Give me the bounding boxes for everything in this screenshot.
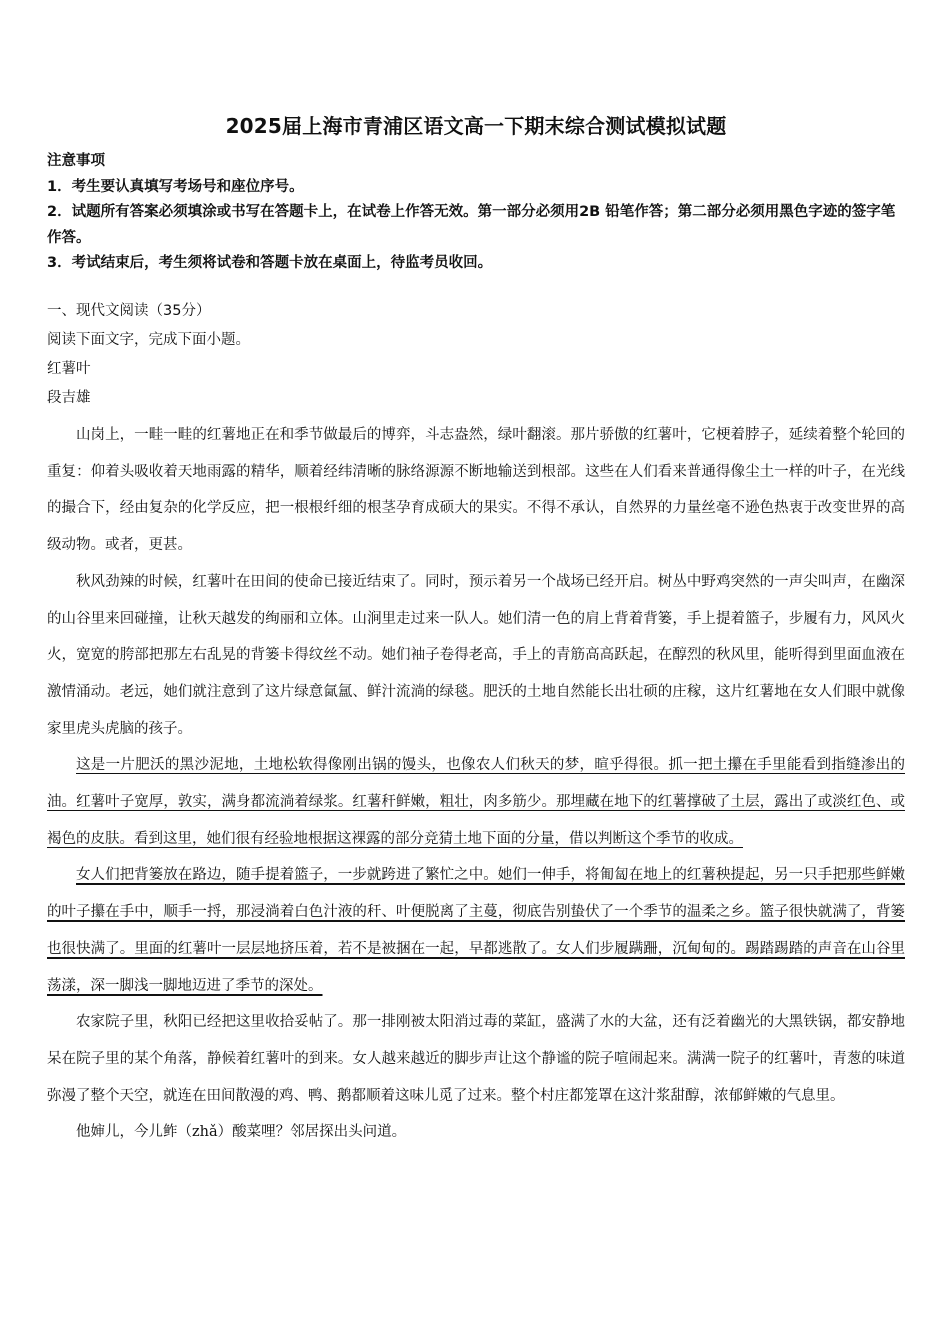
reading-section bbox=[47, 297, 905, 413]
paragraph bbox=[47, 1114, 905, 1151]
article-title: 红薯叶 bbox=[47, 361, 91, 377]
document-title: 2025届上海市青浦区语文高一下期末综合测试模拟试题 bbox=[225, 114, 727, 138]
paragraph-text: 山岗上，一畦一畦的红薯地正在和季节做最后的博弈，斗志盎然，绿叶翻滚。那片骄傲的红薯叶，它梗着脖子，延续着整个轮回的重复：仰着头吸收着天地雨露的精华，顺着经纬清晰的脉络源源不断地输送到根部。这些在人们看来普通得像尘土一样的叶子，在光线的撮合下，经由复杂的化学反应，把一根根纤细的根茎孕育成硕大的果实。不得不承认，自然界的力量丝毫不逊色热衷于改变世界的高级动物。或者，更甚。 bbox=[47, 427, 905, 554]
notice-block bbox=[47, 149, 905, 277]
underlined-text: 这是一片肥沃的黑沙泥地，土地松软得像刚出锅的馒头，也像农人们秋天的梦，暄乎得很。抓一把土攥在手里能看到指缝渗出的油。红薯叶子宽厚，敦实，满身都流淌着绿浆。红薯秆鲜嫩，粗壮，肉多筋少。那埋藏在地下的红薯撑破了土层，露出了或淡红色、或褐色的皮肤。看到这里，她们很有经验地根据这裸露的部分竞猜土地下面的分量，借以判断这个季节的收成。 bbox=[47, 757, 905, 847]
article-author: 段吉雄 bbox=[47, 390, 91, 406]
section-heading: 一、现代文阅读（35分） bbox=[47, 303, 211, 319]
paragraph-text: 秋风劲辣的时候，红薯叶在田间的使命已接近结束了。同时，预示着另一个战场已经开启。树丛中野鸡突然的一声尖叫声，在幽深的山谷里来回碰撞，让秋天越发的绚丽和立体。山涧里走过来一队人。她们清一色的肩上背着背篓，手上提着篮子，步履有力，风风火火，宽宽的胯部把那左右乱晃的背篓卡得纹丝不动。她们袖子卷得老高，手上的青筋高高跃起，在醇烈的秋风里，能听得到里面血液在激情涌动。老远，她们就注意到了这片绿意氤氲、鲜汁流淌的绿毯。肥沃的土地自然能长出壮硕的庄稼，这片红薯地在女人们眼中就像家里虎头虎脑的孩子。 bbox=[47, 573, 905, 737]
section-instruction: 阅读下面文字，完成下面小题。 bbox=[47, 332, 250, 348]
paragraph bbox=[47, 1004, 905, 1114]
paragraph-text: 他婶儿，今儿鲊（zhǎ）酸菜哩？邻居探出头问道。 bbox=[76, 1124, 407, 1141]
notice-item: 2．试题所有答案必须填涂或书写在答题卡上，在试卷上作答无效。第一部分必须用2B 铅笔作答；第二部分必须用黑色字迹的签字笔作答。 bbox=[47, 204, 896, 246]
paragraph bbox=[47, 417, 905, 564]
article-body bbox=[47, 417, 905, 1151]
paragraph-underlined-short bbox=[47, 747, 905, 857]
paragraph bbox=[47, 564, 905, 748]
paragraph-underlined-long bbox=[47, 857, 905, 1004]
underlined-text: 女人们把背篓放在路边，随手提着篮子，一步就跨进了繁忙之中。她们一伸手，将匍匐在地上的红薯秧提起，另一只手把那些鲜嫩的叶子攥在手中，顺手一捋，那浸淌着白色汁液的秆、叶便脱离了主蔓，彻底告别蛰伏了一个季节的温柔之乡。篮子很快就满了，背篓也很快满了。里面的红薯叶一层层地挤压着，若不是被捆在一起，早都逃散了。女人们步履蹒跚，沉甸甸的。踢踏踢踏的声音在山谷里荡漾，深一脚浅一脚地迈进了季节的深处。 bbox=[47, 867, 905, 994]
notice-heading: 注意事项 bbox=[47, 153, 105, 169]
notice-item: 3．考试结束后，考生须将试卷和答题卡放在桌面上，待监考员收回。 bbox=[47, 255, 493, 271]
notice-item: 1．考生要认真填写考场号和座位序号。 bbox=[47, 178, 304, 195]
paragraph-text: 农家院子里，秋阳已经把这里收拾妥帖了。那一排刚被太阳消过毒的菜缸，盛满了水的大盆，还有泛着幽光的大黑铁锅，都安静地呆在院子里的某个角落，静候着红薯叶的到来。女人越来越近的脚步声让这个静谧的院子喧闹起来。满满一院子的红薯叶，青葱的味道弥漫了整个天空，就连在田间散漫的鸡、鸭、鹅都顺着这味儿觅了过来。整个村庄都笼罩在这汁浆甜醇，浓郁鲜嫩的气息里。 bbox=[47, 1014, 905, 1104]
